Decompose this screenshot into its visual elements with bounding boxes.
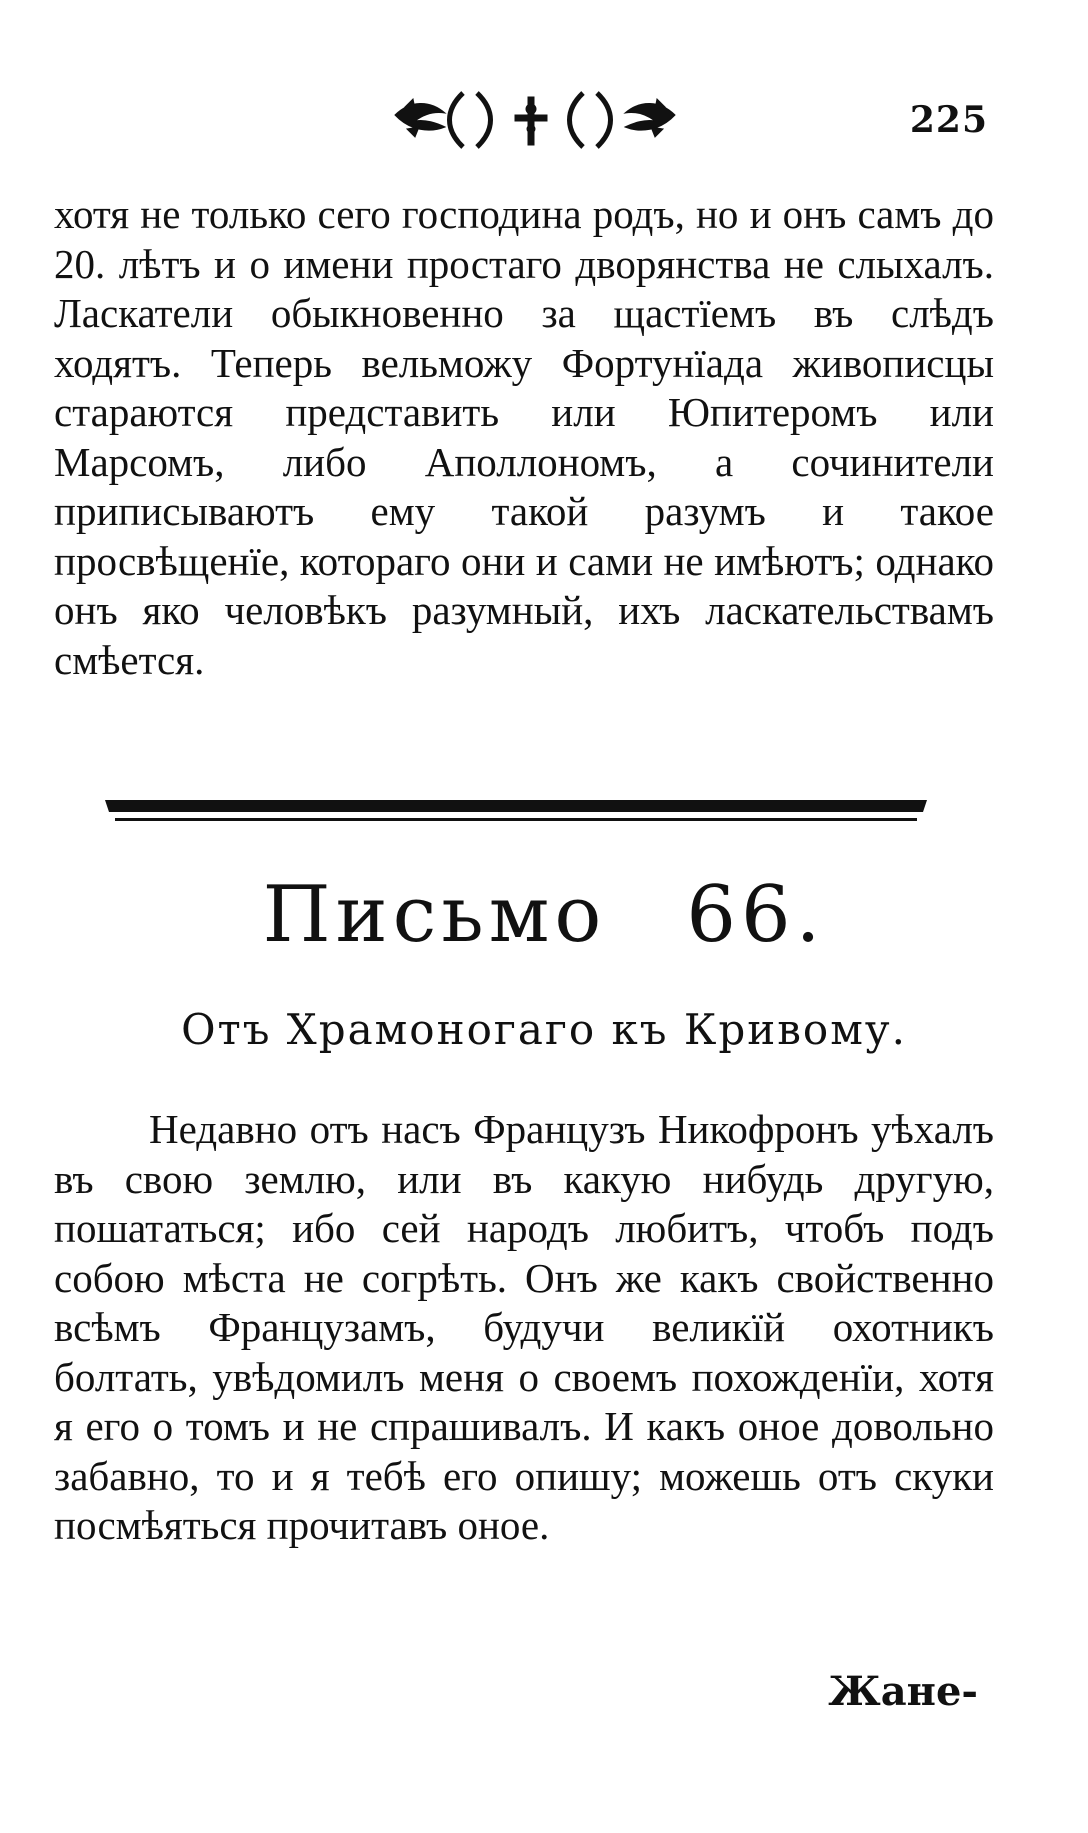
letter-number: 66. xyxy=(686,870,826,960)
section-divider xyxy=(105,796,927,826)
printer-ornament xyxy=(385,85,685,155)
catchword: Жане- xyxy=(828,1668,978,1715)
paragraph-continued xyxy=(54,190,994,685)
paragraph-text: хотя не только сего господина родъ, но и онъ самъ до 20. лѣтъ и о имени простаго дворянства не слыхалъ. Ласкатели обыкновенно за щастїемъ въ слѣдъ ходятъ. Теперь вельможу Фортунїада живописцы стараются представить или Юпитеромъ или Марсомъ, либо Аполлономъ, а сочинители приписываютъ ему такой разумъ и такое просвѣщенїе, котораго они и сами не имѣютъ; однако онъ яко человѣкъ разумный, ихъ ласкательствамъ смѣется. xyxy=(54,191,994,683)
letter-body xyxy=(54,1105,994,1551)
page-header xyxy=(0,85,1088,155)
paragraph-text: Недавно отъ насъ Французъ Никофронъ уѣхалъ въ свою землю, или въ какую нибудь другую, пошататься; ибо сей народъ любитъ, чтобъ подъ собою мѣста не согрѣть. Онъ же какъ свойственно всѣмъ Французамъ, будучи великїй охотникъ болтать, увѣдомилъ меня о своемъ похожденїи, хотя я его о томъ и не спрашивалъ. И какъ оное довольно забавно, то и я тебѣ его опишу; можешь отъ скуки посмѣяться прочитавъ оное. xyxy=(54,1106,994,1548)
letter-heading xyxy=(0,870,1088,960)
letter-title-word: Письмо xyxy=(262,870,607,960)
letter-subtitle: Отъ Храмоногаго къ Кривому. xyxy=(181,1005,907,1054)
page-number: 225 xyxy=(909,99,988,141)
